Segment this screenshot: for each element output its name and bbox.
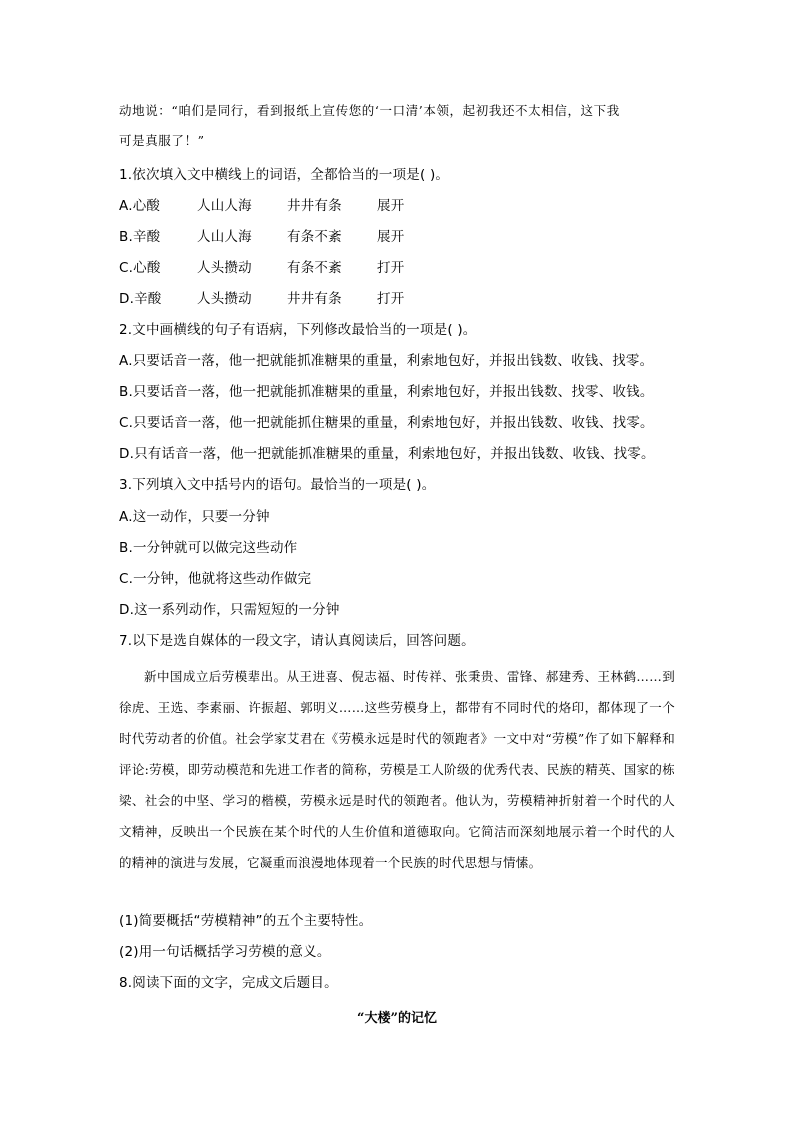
option-word-1: 人山人海 — [197, 229, 252, 245]
option-label: A.心酸 — [119, 198, 161, 214]
option-word-1: 人头攒动 — [197, 291, 252, 307]
q2-option-a: A.只要话音一落，他一把就能抓准糖果的重量，利索地包好，并报出钱数、收钱、找零。 — [119, 353, 654, 369]
q1-stem: 1.依次填入文中横线上的词语，全都恰当的一项是( )。 — [119, 167, 450, 183]
option-word-2: 井井有条 — [287, 198, 342, 214]
q1-option-c — [119, 258, 404, 278]
option-word-3: 展开 — [377, 198, 405, 214]
q7-sub-question-1: (1)简要概括“劳模精神”的五个主要特性。 — [119, 913, 373, 929]
option-label: B.辛酸 — [119, 229, 161, 245]
q3-option-b: B.一分钟就可以做完这些动作 — [119, 540, 298, 556]
article-title: “大楼”的记忆 — [357, 1011, 437, 1026]
option-word-2: 有条不紊 — [287, 229, 342, 245]
q2-stem: 2.文中画横线的句子有语病，下列修改最恰当的一项是( )。 — [119, 322, 477, 338]
intro-line-1: 动地说：“咱们是同行，看到报纸上宣传您的‘一口清’本领，起初我还不太相信，这下我 — [119, 103, 620, 118]
option-word-1: 人头攒动 — [197, 260, 252, 276]
option-label: C.心酸 — [119, 260, 161, 276]
q3-option-c: C.一分钟，他就将这些动作做完 — [119, 571, 312, 587]
q2-option-d: D.只有话音一落，他一把就能抓准糖果的重量，利索地包好，并报出钱数、收钱、找零。 — [119, 446, 655, 462]
option-word-2: 有条不紊 — [287, 260, 342, 276]
q3-option-d: D.这一系列动作，只需短短的一分钟 — [119, 602, 340, 618]
q2-option-b: B.只要话音一落，他一把就能抓准糖果的重量，利索地包好，并报出钱数、找零、收钱。 — [119, 384, 654, 400]
q3-stem: 3.下列填入文中括号内的语句。最恰当的一项是( )。 — [119, 477, 436, 493]
q3-option-a: A.这一动作，只要一分钟 — [119, 509, 270, 525]
q8-stem: 8.阅读下面的文字，完成文后题目。 — [119, 975, 338, 991]
option-label: D.辛酸 — [119, 291, 162, 307]
option-word-3: 打开 — [377, 260, 405, 276]
intro-line-2: 可是真服了！” — [119, 133, 205, 148]
q7-stem: 7.以下是选自媒体的一段文字，请认真阅读后，回答问题。 — [119, 633, 475, 649]
q1-option-b — [119, 227, 404, 247]
q7-passage: 新中国成立后劳模辈出。从王进喜、倪志福、时传祥、张秉贵、雷锋、郝建秀、王林鹤……到徐虎、王选、李素丽、许振超、郭明义……这些劳模身上，都带有不同时代的烙印，都体现了一个时代劳动者的价值。社会学家艾君在《劳模永远是时代的领跑者》一文中对“劳模”作了如下解释和评论:劳模，即劳动模范和先进工作者的简称，劳模是工人阶级的优秀代表、民族的精英、国家的栋梁、社会的中坚、学习的楷模，劳模永远是时代的领跑者。他认为，劳模精神折射着一个时代的人文精神，反映出一个民族在某个时代的人生价值和道德取向。它简洁而深刻地展示着一个时代的人的精神的演进与发展，它凝重而浪漫地体现着一个民族的时代思想与情愫。 — [119, 669, 675, 870]
option-word-1: 人山人海 — [197, 198, 252, 214]
option-word-3: 打开 — [377, 291, 405, 307]
q1-option-a — [119, 196, 404, 216]
q7-sub-question-2: (2)用一句话概括学习劳模的意义。 — [119, 944, 331, 960]
q1-option-d — [119, 289, 404, 309]
option-word-2: 井井有条 — [287, 291, 342, 307]
q2-option-c: C.只要话音一落，他一把就能抓住糖果的重量，利索地包好，并报出钱数、收钱、找零。 — [119, 415, 654, 431]
option-word-3: 展开 — [377, 229, 405, 245]
